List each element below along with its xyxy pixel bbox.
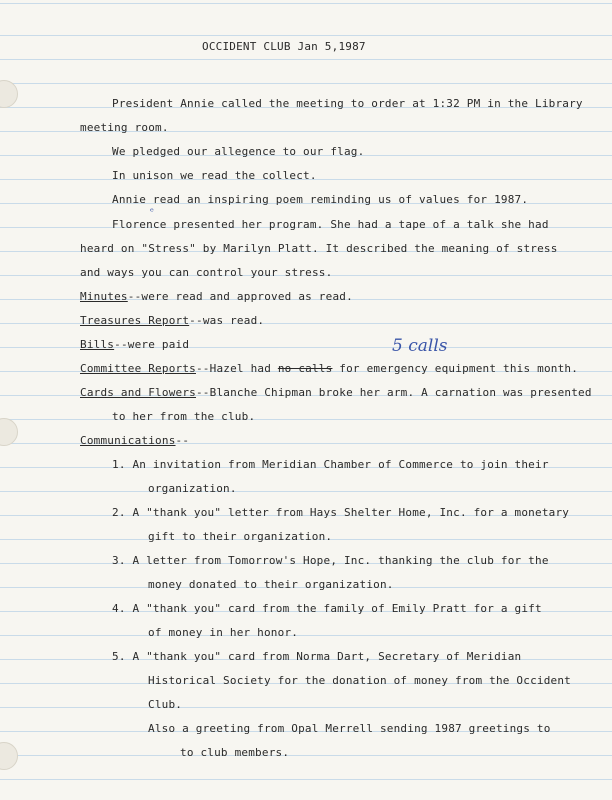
- list-item-3-cont: money donated to their organization.: [148, 578, 394, 591]
- list-item-5-end: Club.: [148, 698, 183, 711]
- list-item-5-cont: Historical Society for the donation of money from the Occident: [148, 674, 571, 687]
- list-item-4-cont: of money in her honor.: [148, 626, 299, 639]
- committee-struck-text: no calls: [277, 362, 333, 375]
- paragraph-call-to-order-cont: meeting room.: [80, 121, 169, 134]
- committee-label: Committee Reports: [80, 362, 196, 375]
- paragraph-collect: In unison we read the collect.: [112, 169, 317, 182]
- list-item-2: 2. A "thank you" letter from Hays Shelter Home, Inc. for a monetary: [112, 506, 570, 519]
- greeting-line: Also a greeting from Opal Merrell sending 1987 greetings to: [148, 722, 551, 735]
- punch-hole: [0, 80, 18, 108]
- list-item-4: 4. A "thank you" card from the family of Emily Pratt for a gift: [112, 602, 542, 615]
- cards-line: [80, 386, 592, 399]
- paragraph-pledge: We pledged our allegence to our flag.: [112, 145, 365, 158]
- list-item-1: 1. An invitation from Meridian Chamber of Commerce to join their: [112, 458, 549, 471]
- punch-hole: [0, 742, 18, 770]
- punch-hole: [0, 418, 18, 446]
- paragraph-program: Florence presented her program. She had a tape of a talk she had: [112, 218, 549, 231]
- paragraph-program-cont: heard on "Stress" by Marilyn Platt. It described the meaning of stress: [80, 242, 558, 255]
- committee-line: [80, 362, 578, 375]
- communications-suffix: --: [175, 434, 190, 447]
- document-title: OCCIDENT CLUB Jan 5,1987: [202, 40, 366, 53]
- bills-label: Bills: [80, 338, 115, 351]
- treasures-line: [80, 314, 264, 327]
- minutes-label: Minutes: [80, 290, 128, 303]
- paragraph-call-to-order: President Annie called the meeting to order at 1:32 PM in the Library: [112, 97, 583, 110]
- communications-heading: [80, 434, 189, 447]
- bills-line: [80, 338, 189, 351]
- greeting-line-cont: to club members.: [180, 746, 290, 759]
- cards-label: Cards and Flowers: [80, 386, 196, 399]
- treasures-text: --was read.: [189, 314, 265, 327]
- treasures-label: Treasures Report: [80, 314, 190, 327]
- minutes-text: --were read and approved as read.: [127, 290, 353, 303]
- list-item-2-cont: gift to their organization.: [148, 530, 333, 543]
- cards-text: --Blanche Chipman broke her arm. A carnation was presented: [195, 386, 592, 399]
- cards-line-cont: to her from the club.: [112, 410, 256, 423]
- committee-pre: --Hazel had: [195, 362, 278, 375]
- list-item-3: 3. A letter from Tomorrow's Hope, Inc. thanking the club for the: [112, 554, 549, 567]
- bills-text: --were paid: [114, 338, 190, 351]
- committee-post: for emergency equipment this month.: [332, 362, 579, 375]
- handwritten-caret: ᵉ: [150, 207, 154, 218]
- paragraph-poem: Annie read an inspiring poem reminding us of values for 1987.: [112, 193, 529, 206]
- list-item-1-cont: organization.: [148, 482, 237, 495]
- paragraph-program-end: and ways you can control your stress.: [80, 266, 333, 279]
- handwritten-correction: 5 calls: [392, 336, 448, 356]
- list-item-5: 5. A "thank you" card from Norma Dart, Secretary of Meridian: [112, 650, 522, 663]
- minutes-line: [80, 290, 353, 303]
- communications-label: Communications: [80, 434, 176, 447]
